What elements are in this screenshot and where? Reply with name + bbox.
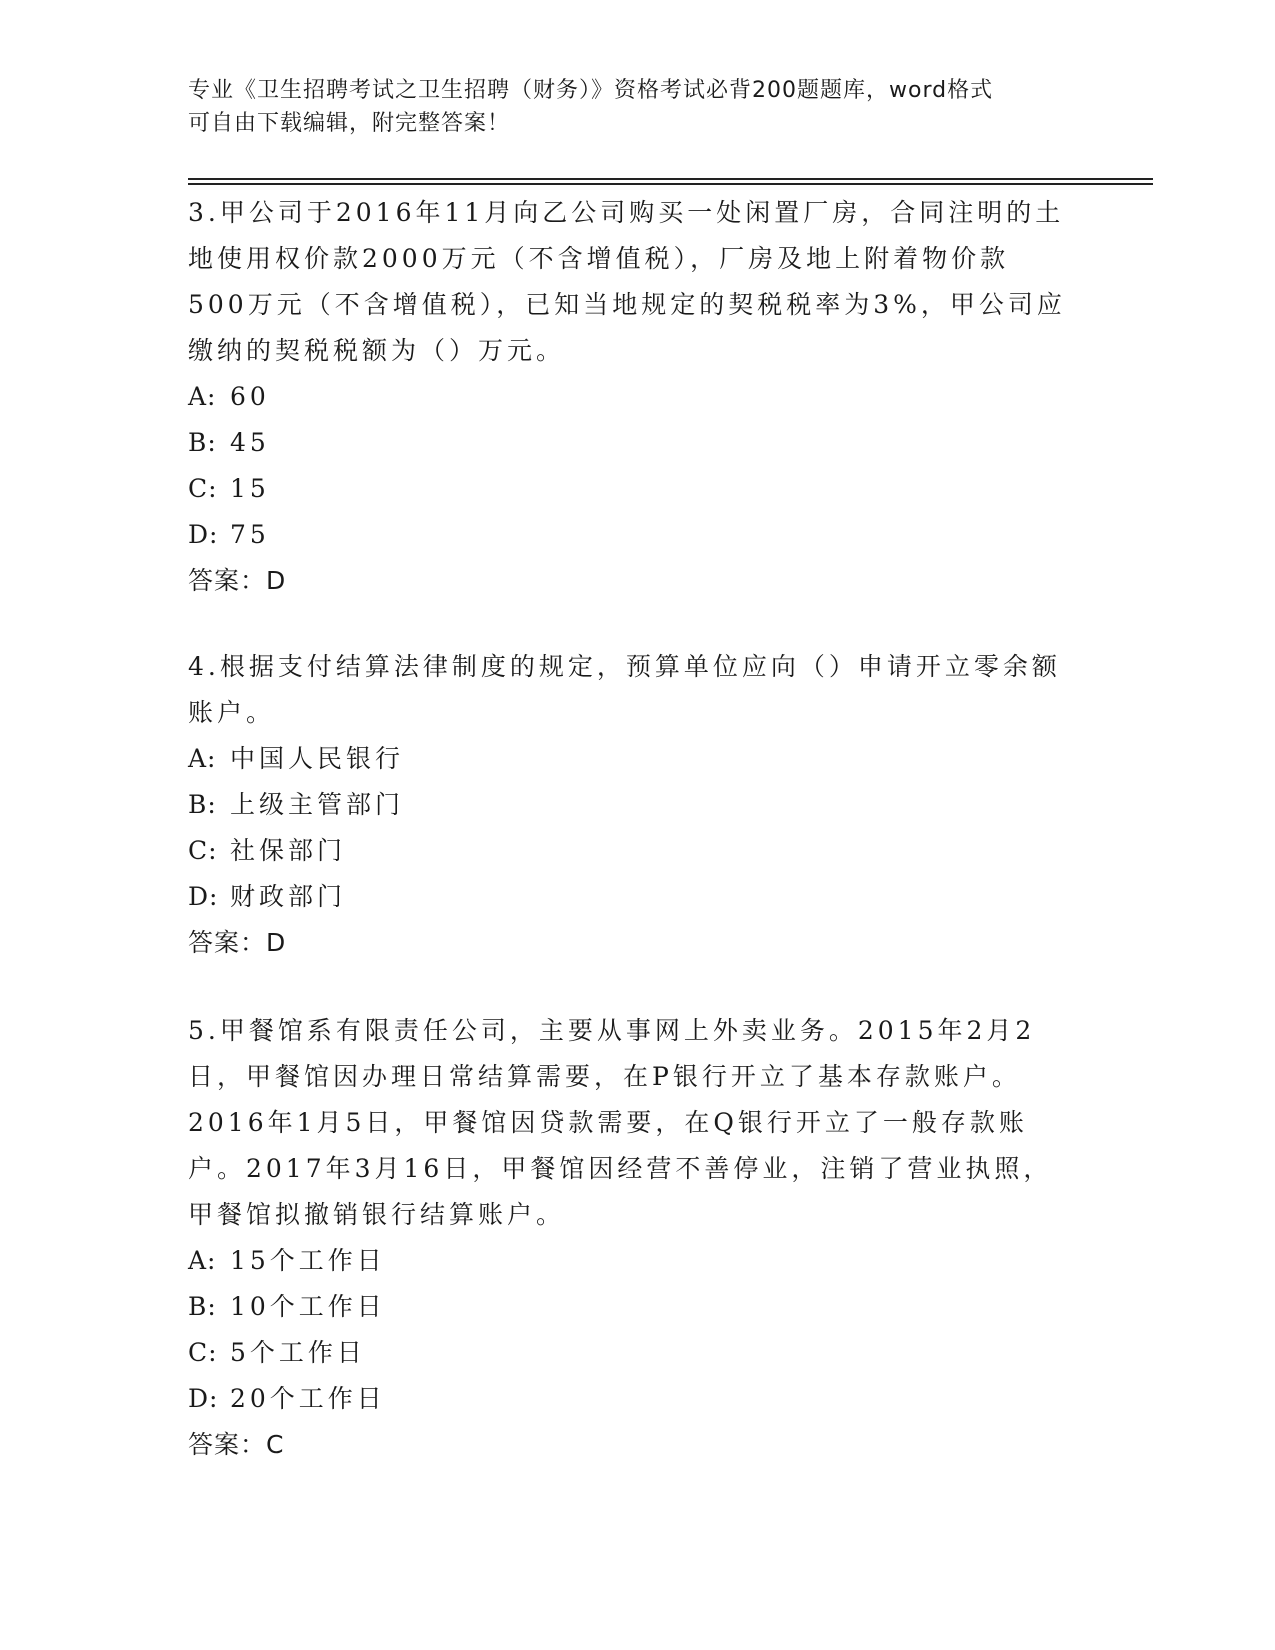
header-divider-top bbox=[188, 178, 1153, 180]
option-key: C: bbox=[188, 836, 218, 865]
option-key: A: bbox=[188, 1246, 217, 1275]
option-b bbox=[188, 1284, 1068, 1330]
option-d bbox=[188, 874, 1068, 920]
option-value: 上级主管部门 bbox=[230, 790, 405, 819]
option-c bbox=[188, 466, 1068, 512]
question-text: 5.甲餐馆系有限责任公司，主要从事网上外卖业务。2015年2月2日，甲餐馆因办理日常结算需要，在P银行开立了基本存款账户。2016年1月5日，甲餐馆因贷款需要，在Q银行开立了一般存款账户。2017年3月16日，甲餐馆因经营不善停业，注销了营业执照，甲餐馆拟撤销银行结算账户。 bbox=[188, 1016, 1053, 1229]
option-value: 财政部门 bbox=[230, 882, 347, 911]
option-value: 15个工作日 bbox=[230, 1246, 386, 1275]
option-value: 60 bbox=[230, 382, 270, 411]
question-4 bbox=[188, 644, 1068, 966]
option-b bbox=[188, 782, 1068, 828]
option-key: D: bbox=[188, 520, 219, 549]
option-value: 45 bbox=[230, 428, 270, 457]
option-key: C: bbox=[188, 1338, 218, 1367]
header-line-1: 专业《卫生招聘考试之卫生招聘（财务）》资格考试必背200题题库，word格式 bbox=[188, 78, 994, 103]
question-text: 3.甲公司于2016年11月向乙公司购买一处闲置厂房，合同注明的土地使用权价款2000万元（不含增值税），厂房及地上附着物价款500万元（不含增值税），已知当地规定的契税税率为3%，甲公司应缴纳的契税税额为（）万元。 bbox=[188, 198, 1066, 365]
question-5 bbox=[188, 1008, 1068, 1468]
option-key: D: bbox=[188, 1384, 219, 1413]
question-3 bbox=[188, 190, 1068, 604]
header-line-2: 可自由下载编辑，附完整答案！ bbox=[188, 111, 511, 136]
option-value: 20个工作日 bbox=[230, 1384, 386, 1413]
option-a bbox=[188, 736, 1068, 782]
option-value: 中国人民银行 bbox=[230, 744, 405, 773]
option-key: B: bbox=[188, 428, 217, 457]
question-text: 4.根据支付结算法律制度的规定，预算单位应向（）申请开立零余额账户。 bbox=[188, 652, 1061, 727]
option-value: 社保部门 bbox=[230, 836, 347, 865]
option-value: 15 bbox=[230, 474, 270, 503]
option-key: C: bbox=[188, 474, 218, 503]
header-divider-bottom bbox=[188, 183, 1153, 185]
answer-line: 答案：D bbox=[188, 566, 287, 595]
option-key: B: bbox=[188, 790, 217, 819]
option-d bbox=[188, 512, 1068, 558]
option-a bbox=[188, 374, 1068, 420]
option-a bbox=[188, 1238, 1068, 1284]
document-header bbox=[188, 74, 1068, 140]
option-c bbox=[188, 828, 1068, 874]
option-b bbox=[188, 420, 1068, 466]
option-value: 10个工作日 bbox=[230, 1292, 386, 1321]
option-value: 75 bbox=[230, 520, 270, 549]
option-value: 5个工作日 bbox=[230, 1338, 366, 1367]
option-key: B: bbox=[188, 1292, 217, 1321]
option-key: A: bbox=[188, 382, 217, 411]
option-key: D: bbox=[188, 882, 219, 911]
option-d bbox=[188, 1376, 1068, 1422]
option-c bbox=[188, 1330, 1068, 1376]
answer-line: 答案：D bbox=[188, 928, 287, 957]
answer-line: 答案：C bbox=[188, 1430, 285, 1459]
option-key: A: bbox=[188, 744, 217, 773]
